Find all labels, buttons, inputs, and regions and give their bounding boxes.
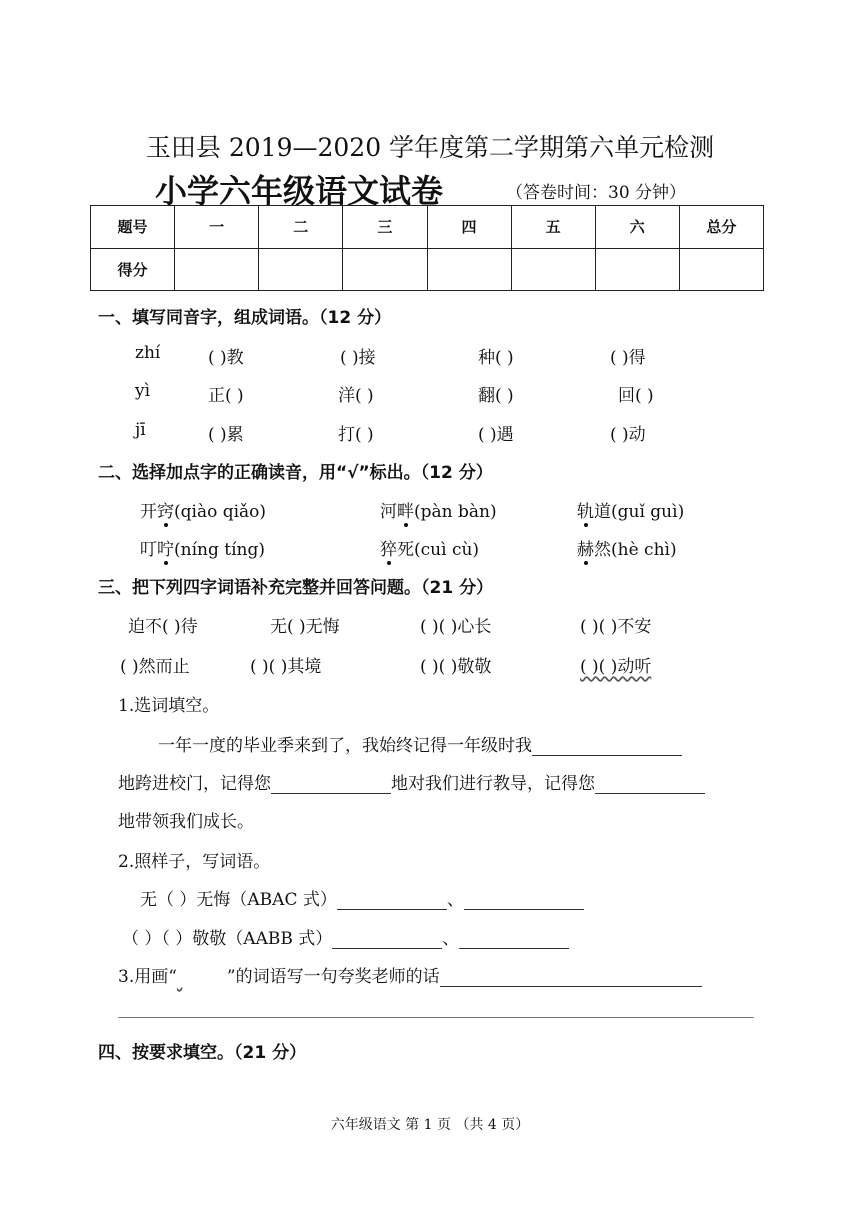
dotted-character: 畔 xyxy=(397,497,414,522)
score-table-score-row xyxy=(91,248,764,291)
homophone-item[interactable]: ( )教 xyxy=(208,348,244,368)
dotted-character: 猝 xyxy=(380,535,397,560)
pronunciation-options: 死(cuì cù) xyxy=(397,540,480,560)
score-cell: 题号 xyxy=(91,206,175,249)
score-cell: 三 xyxy=(343,206,427,249)
pronunciation-options: (pàn bàn) xyxy=(414,502,497,522)
answer-blank[interactable] xyxy=(464,891,584,910)
idiom-item[interactable]: ( )( )其境 xyxy=(250,657,322,677)
score-cell: 二 xyxy=(259,206,343,249)
question1-text xyxy=(118,769,705,794)
score-table-header-row xyxy=(91,206,764,249)
question1-line3: 地带领我们成长。 xyxy=(118,812,254,832)
score-input-cell[interactable] xyxy=(259,248,343,291)
idiom-item[interactable]: 无( )无悔 xyxy=(270,617,340,637)
pronunciation-options: (níng tíng) xyxy=(174,540,265,560)
question1-line2a: 地跨进校门，记得您 xyxy=(118,774,271,794)
homophone-item[interactable]: ( )累 xyxy=(208,425,244,445)
question1-line1: 一年一度的毕业季来到了，我始终记得一年级时我 xyxy=(158,736,532,756)
pronunciation-item[interactable] xyxy=(380,535,479,560)
homophone-item[interactable]: 翻( ) xyxy=(478,386,514,406)
pinyin-label: jī xyxy=(135,420,146,440)
answer-blank[interactable] xyxy=(271,775,391,794)
exam-title-line1: 玉田县 2019—2020 学年度第二学期第六单元检测 xyxy=(145,133,715,162)
separator: 、 xyxy=(442,929,460,949)
idiom-item[interactable]: ( )( )敬敬 xyxy=(420,657,492,677)
score-cell: 一 xyxy=(175,206,259,249)
pronunciation-options: 然(hè chì) xyxy=(594,540,677,560)
answer-time-note: （答卷时间：30 分钟） xyxy=(506,183,687,203)
wavy-underline-sample xyxy=(177,967,227,987)
word-prefix: 开 xyxy=(140,502,157,522)
dotted-character: 轨 xyxy=(577,497,594,522)
answer-blank[interactable] xyxy=(595,775,705,794)
word-prefix: 河 xyxy=(380,502,397,522)
score-cell: 五 xyxy=(511,206,595,249)
question3-prefix: 3.用画“ xyxy=(118,967,177,987)
question2-item xyxy=(122,924,569,949)
pattern-aabb: （ ）（ ）敬敬（AABB 式） xyxy=(122,929,333,949)
idiom-item[interactable]: 迫不( )待 xyxy=(128,617,198,637)
idiom-item[interactable]: ( )( )不安 xyxy=(580,617,652,637)
score-input-cell[interactable] xyxy=(427,248,511,291)
score-input-cell[interactable] xyxy=(511,248,595,291)
homophone-item[interactable]: 回( ) xyxy=(618,386,654,406)
homophone-item[interactable]: ( )得 xyxy=(610,348,646,368)
question1-text xyxy=(158,731,682,756)
homophone-item[interactable]: 正( ) xyxy=(208,386,244,406)
section4-heading: 四、按要求填空。（21 分） xyxy=(98,1043,307,1063)
page-footer: 六年级语文 第 1 页 （共 4 页） xyxy=(330,1117,530,1133)
section3-heading: 三、把下列四字词语补充完整并回答问题。（21 分） xyxy=(98,578,494,598)
pronunciation-options: (qiào qiǎo) xyxy=(174,502,267,522)
word-prefix: 叮 xyxy=(140,540,157,560)
pronunciation-item[interactable] xyxy=(140,535,265,560)
question2-item xyxy=(140,885,584,910)
separator: 、 xyxy=(446,890,464,910)
question3-text xyxy=(118,962,702,987)
homophone-item[interactable]: ( )动 xyxy=(610,425,646,445)
score-input-cell[interactable] xyxy=(595,248,679,291)
dotted-character: 窍 xyxy=(157,497,174,522)
answer-blank[interactable] xyxy=(459,930,569,949)
question3-suffix: ”的词语写一句夸奖老师的话 xyxy=(226,967,440,987)
pronunciation-options: 道(guǐ guì) xyxy=(594,502,685,522)
pattern-abac: 无（ ）无悔（ABAC 式） xyxy=(140,890,337,910)
score-label-cell: 得分 xyxy=(91,248,175,291)
section1-heading: 一、填写同音字，组成词语。（12 分） xyxy=(98,308,392,328)
dotted-character: 咛 xyxy=(157,535,174,560)
question1-title: 1.选词填空。 xyxy=(118,696,220,716)
score-cell: 总分 xyxy=(679,206,763,249)
idiom-item[interactable]: ( )然而止 xyxy=(120,657,190,677)
score-cell: 四 xyxy=(427,206,511,249)
score-table xyxy=(90,205,764,291)
score-input-cell[interactable] xyxy=(679,248,763,291)
pinyin-label: yì xyxy=(135,381,151,401)
homophone-item[interactable]: 打( ) xyxy=(338,425,374,445)
answer-blank[interactable] xyxy=(337,891,447,910)
homophone-item[interactable]: ( )接 xyxy=(340,348,376,368)
question1-line2b: 地对我们进行教导，记得您 xyxy=(391,774,595,794)
homophone-item[interactable]: 种( ) xyxy=(478,348,514,368)
idiom-item[interactable]: ( )( )心长 xyxy=(420,617,492,637)
answer-blank[interactable] xyxy=(332,930,442,949)
pronunciation-item[interactable] xyxy=(577,497,684,522)
pronunciation-item[interactable] xyxy=(380,497,497,522)
pronunciation-item[interactable] xyxy=(140,497,266,522)
pronunciation-item[interactable] xyxy=(577,535,677,560)
score-cell: 六 xyxy=(595,206,679,249)
pinyin-label: zhí xyxy=(135,343,161,363)
homophone-item[interactable]: ( )遇 xyxy=(478,425,514,445)
dotted-character: 赫 xyxy=(577,535,594,560)
answer-blank[interactable] xyxy=(532,737,682,756)
score-input-cell[interactable] xyxy=(175,248,259,291)
question2-title: 2.照样子，写词语。 xyxy=(118,852,271,872)
answer-blank[interactable] xyxy=(440,968,702,987)
exam-title-line2: 小学六年级语文试卷 xyxy=(155,172,444,210)
section2-heading: 二、选择加点字的正确读音，用“√”标出。（12 分） xyxy=(98,463,493,483)
score-input-cell[interactable] xyxy=(343,248,427,291)
homophone-item[interactable]: 洋( ) xyxy=(338,386,374,406)
idiom-item-underlined[interactable]: ( )( )动听 xyxy=(580,657,652,677)
answer-line[interactable] xyxy=(118,1017,754,1018)
